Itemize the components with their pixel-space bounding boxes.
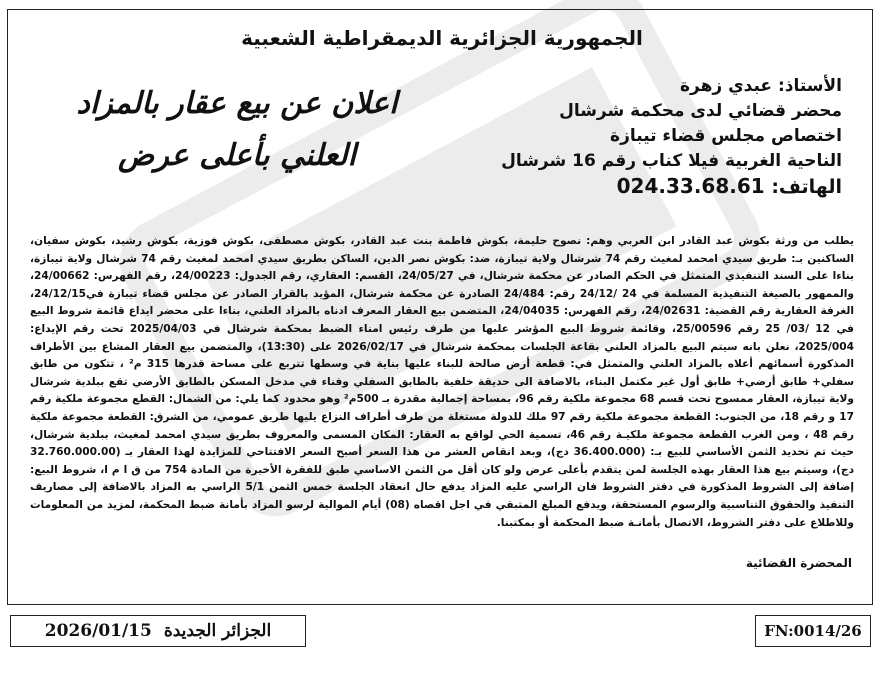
newspaper-name: الجزائر الجديدة	[163, 621, 272, 641]
reference-box	[755, 615, 871, 647]
publication-date: 2026/01/15	[44, 621, 152, 641]
notice-paragraph: يطلب من ورثة بكوش عبد القادر ابن العربي وهم: نصوح حليمة، بكوش فاطمة بنت عبد القادر، بكوش مصطفى، بكوش فوزية، بكوش رشيد، بكوش سفيان، الساكنين بـ: طريق سيدي امحمد لمغيث رقم 74 شرشال ولاية تيبازة، ضد: بكوش نصر الدين، الساكن بطريق سيدي امحمد لمغيث رقم 74 شرشال ولاية تيبازة، بناءا على السند التنفيذي المتمثل في الحكم الصادر عن محكمة شرشال، في 24/05/27، القسم: العقاري، رقم الجدول: 24/00223، رقم الفهرس: 24/00662، والممهور بالصيغة التنفيذية المسلمة في 24 /24/12 رقم: 24/484 الصادرة عن محكمة شرشال، المؤيد بالقرار الصادر عن مجلس قضاء تيبازة في24/12/15، الغرفة العقارية رقم القضية: 24/02631، رقم الفهرس: 24/04035، المتضمن بيع العقار المعرف ادناه بالمزاد العلني، بناءا على محضر ايداع قائمة شروط البيع في 12 /03/ 25 رقم 25/00596، وقائمة شروط البيع المؤشر عليها من طرف رئيس امناء الضبط بمحكمة شرشال في 2025/04/03 تحت رقم الإيداع: 2025/004، نعلن بانه سيتم البيع بالمزاد العلني بقاعة الجلسات بمحكمة شرشال في 2026/02/17 على (13:30)، والمتضمن بيع العقار المشاع بين الأطراف المذكورة أسمائهم أعلاه بالمزاد العلني والمتمثل في: قطعة أرض صالحة للبناء عليها بناية في وسطها تتربع على مساحة قدرها 315 م² ، تتكون من طابق سفلي+ طابق أرضي+ طابق أول غير مكتمل البناء، بالاضافة الى حديقة خلفية بالطابق السفلي وفناء في مدخل المسكن بالطابق الأرضي تقع ببلدية شرشال ولاية تيبازة، العقار ممسوح تحت قسم 68 مجموعة ملكية رقم 96، بمساحة إجمالية مقدرة بـ 500م² وهو محدود كما يلي: من الشمال: القطع مجموعة ملكية رقم 17 و رقم 18، من الجنوب: القطعة مجموعة ملكية رقم 97 ملك للدولة مستغلة من طرف أطراف النزاع يليها طريق عمومي، من الشرق: القطعة مجموعة ملكية رقم 48 ، ومن الغرب القطعة مجموعة ملكيـة رقم 46، تسمية الحي لواقع به العقار: المكان المسمى والمعروف بطريق سيدي امحمد لمغيث، ببلدية شرشال، حيث تم تحديد الثمن الأساسي للبيع بـ: (36.400.000 دج)، وبعد انقاص العشر من هذا السعر أصبح السعر الافتتاحي للمزايدة لهذا العقار بـ (32.760.000.00 دج)، وسيتم بيع هذا العقار بهذه الجلسة لمن يتقدم بأعلى عرض ولو كان أقل من الثمن الاساسي طبق للفقرة الأخيرة من المادة 754 من ق ا م ا، شروط البيع: إضافة إلى الشروط المذكورة في دفتر الشروط فان الراسي عليه المزاد يدفع حال انعقاد الجلسة خمس الثمن 5/1 الراسي به المزاد بالاضافة إلى مصاريف التنفيذ والحقوق التناسبية والرسوم المستحقة، ويدفع المبلغ المتبقي في اجل اقصاه (08) أيام الموالية لرسو المزاد بأمانة ضبط المحكمة، لمزيد من المعلومات وللاطلاع على دفتر الشروط، الاتصال بأمانـة ضبط المحكمة أو بمكتبنا.	[30, 235, 854, 529]
reference-number: FN:0014/26	[764, 622, 862, 640]
phone-label: الهاتف:	[771, 176, 842, 198]
phone-number: 024.33.68.61	[616, 174, 765, 198]
signature: المحضرة القضائية	[745, 556, 852, 570]
notice-body	[30, 233, 854, 532]
republic-title: الجمهورية الجزائرية الديمقراطية الشعبية	[241, 26, 643, 50]
announcement-line-1: اعلان عن بيع عقار بالمزاد	[76, 86, 398, 121]
office-address: الناحية الغربية فيلا كناب رقم 16 شرشال	[501, 151, 842, 171]
announcement-line-2: العلني بأعلى عرض	[118, 138, 356, 173]
jurisdiction: اختصاص مجلس قضاء تيبازة	[610, 126, 842, 146]
announcement-heading	[72, 78, 402, 182]
bailiff-name: الأستاذ: عبدي زهرة	[679, 76, 842, 96]
bailiff-role: محضر قضائي لدى محكمة شرشال	[559, 101, 842, 121]
bailiff-info	[442, 74, 842, 200]
phone-line	[442, 174, 842, 200]
publication-box	[10, 615, 306, 647]
